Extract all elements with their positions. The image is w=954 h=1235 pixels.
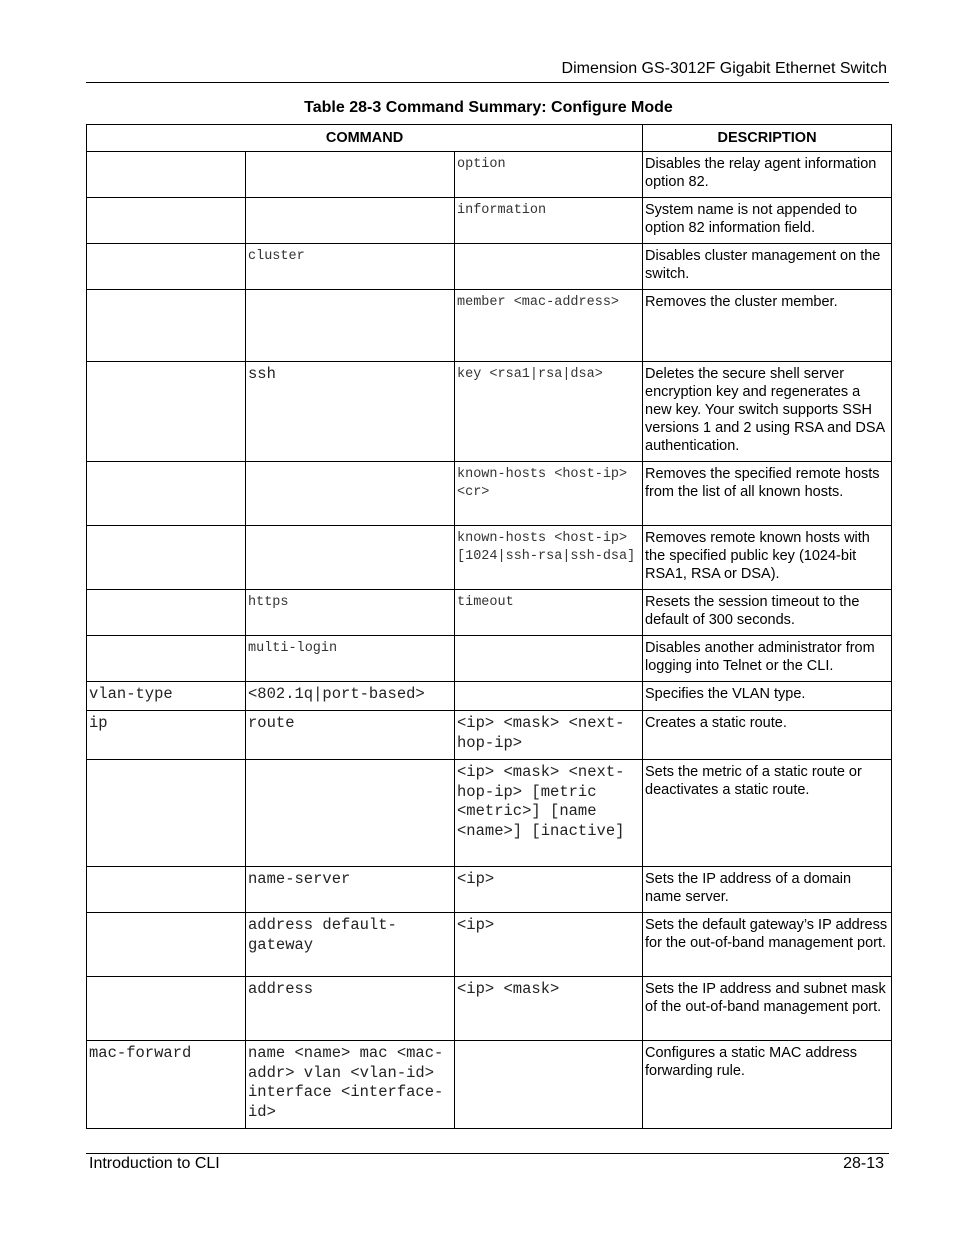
table-header-row [87,125,892,152]
command-cell-level3: member <mac-address> [455,290,643,362]
command-cell-level3 [455,682,643,711]
command-cell-level3: information [455,198,643,244]
command-cell-level1 [87,244,246,290]
command-cell-level2: https [246,590,455,636]
command-cell-level1 [87,636,246,682]
command-cell-level1 [87,977,246,1041]
description-cell: Specifies the VLAN type. [643,682,892,711]
description-cell: Disables another administrator from logging into Telnet or the CLI. [643,636,892,682]
command-cell-level1 [87,760,246,867]
table-row [87,636,892,682]
table-row [87,1041,892,1129]
command-cell-level1: vlan-type [87,682,246,711]
footer-page-number: 28-13 [843,1155,884,1172]
command-cell-level3: <ip> <mask> <next-hop-ip> [455,711,643,760]
column-header-description: DESCRIPTION [643,125,892,152]
command-cell-level3 [455,1041,643,1129]
table-row [87,760,892,867]
table-row [87,977,892,1041]
table-row [87,590,892,636]
command-cell-level3: option [455,152,643,198]
table-row [87,362,892,462]
command-cell-level2 [246,198,455,244]
table-row [87,198,892,244]
command-cell-level3: <ip> <mask> <next-hop-ip> [metric <metric>] [name <name>] [inactive] [455,760,643,867]
command-cell-level2 [246,462,455,526]
description-cell: Disables cluster management on the switch. [643,244,892,290]
column-header-command: COMMAND [87,125,643,152]
command-cell-level1 [87,198,246,244]
command-cell-level3: key <rsa1|rsa|dsa> [455,362,643,462]
description-cell: Resets the session timeout to the default of 300 seconds. [643,590,892,636]
command-cell-level1 [87,152,246,198]
command-cell-level1 [87,290,246,362]
command-cell-level1: ip [87,711,246,760]
command-cell-level2: ssh [246,362,455,462]
description-cell: Sets the metric of a static route or deactivates a static route. [643,760,892,867]
header-divider [86,82,889,83]
command-cell-level3: known-hosts <host-ip> [1024|ssh-rsa|ssh-dsa] [455,526,643,590]
command-cell-level3: known-hosts <host-ip> <cr> [455,462,643,526]
description-cell: Sets the default gateway’s IP address for the out-of-band management port. [643,913,892,977]
table-title: Table 28-3 Command Summary: Configure Mode [304,99,673,116]
command-cell-level2: name-server [246,867,455,913]
description-cell: Deletes the secure shell server encryption key and regenerates a new key. Your switch supports SSH versions 1 and 2 using RSA and DSA authentication. [643,362,892,462]
command-cell-level2 [246,152,455,198]
command-cell-level2: route [246,711,455,760]
table-row [87,152,892,198]
command-cell-level2: name <name> mac <mac-addr> vlan <vlan-id> interface <interface-id> [246,1041,455,1129]
command-cell-level3: <ip> [455,913,643,977]
table-row [87,290,892,362]
table-row [87,462,892,526]
command-cell-level1 [87,913,246,977]
command-cell-level3: <ip> [455,867,643,913]
description-cell: Disables the relay agent information option 82. [643,152,892,198]
table-row [87,682,892,711]
footer-section-title: Introduction to CLI [89,1155,220,1172]
command-cell-level2: <802.1q|port-based> [246,682,455,711]
command-cell-level3: timeout [455,590,643,636]
command-cell-level3 [455,244,643,290]
description-cell: Removes the specified remote hosts from the list of all known hosts. [643,462,892,526]
table-row [87,244,892,290]
command-cell-level1 [87,362,246,462]
page-header-title: Dimension GS-3012F Gigabit Ethernet Switch [561,60,887,77]
description-cell: System name is not appended to option 82 information field. [643,198,892,244]
description-cell: Creates a static route. [643,711,892,760]
command-cell-level2: address [246,977,455,1041]
table-row [87,526,892,590]
command-cell-level1: mac-forward [87,1041,246,1129]
description-cell: Sets the IP address and subnet mask of the out-of-band management port. [643,977,892,1041]
command-cell-level2 [246,526,455,590]
command-cell-level1 [87,526,246,590]
description-cell: Configures a static MAC address forwarding rule. [643,1041,892,1129]
command-cell-level3: <ip> <mask> [455,977,643,1041]
table-row [87,913,892,977]
command-cell-level2: cluster [246,244,455,290]
table-row [87,711,892,760]
command-cell-level1 [87,590,246,636]
description-cell: Removes remote known hosts with the specified public key (1024-bit RSA1, RSA or DSA). [643,526,892,590]
footer-divider [86,1153,889,1154]
command-cell-level2 [246,290,455,362]
command-cell-level2 [246,760,455,867]
command-cell-level1 [87,867,246,913]
command-cell-level2: address default-gateway [246,913,455,977]
command-cell-level1 [87,462,246,526]
description-cell: Sets the IP address of a domain name server. [643,867,892,913]
table-row [87,867,892,913]
command-cell-level2: multi-login [246,636,455,682]
command-cell-level3 [455,636,643,682]
command-summary-table [86,124,892,1129]
description-cell: Removes the cluster member. [643,290,892,362]
